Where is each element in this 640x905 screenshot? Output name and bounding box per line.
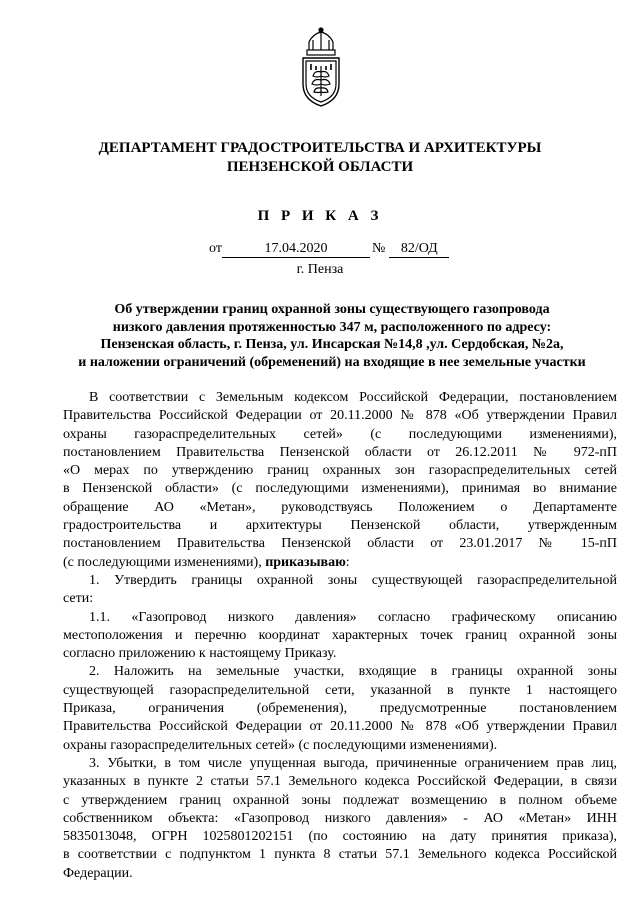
order-title: П Р И К А З [257,208,383,224]
body-line: охраны газораспределительных сетей» (с последующими изменениями), [63,426,617,442]
order-number: 82/ОД [389,241,449,258]
body-line: постановлением Правительства Пензенской области от 23.01.2017 № 15-пП [63,536,617,552]
clause-3: 3. Убытки, в том числе упущенная выгода, причиненные ограничением прав лиц, [89,755,617,771]
body-line: собственником объекта: «Газопровод низкого давления» - АО «Метан» ИНН [63,810,617,826]
body-line: Приказа, ограничения (обременения), предусмотренные постановлением [63,701,617,717]
clause-1: 1. Утвердить границы охранной зоны существующей газораспределительной [89,572,617,588]
body-line: Федерации. [63,865,133,881]
subject-line: низкого давления протяженностью 347 м, расположенного по адресу: [112,319,552,335]
body-line: указанных в пункте 2 статьи 57.1 Земельного кодекса Российской Федерации, в связи [63,774,617,790]
order-verb: приказываю [265,554,346,570]
date-prefix: от [209,241,222,256]
order-date: 17.04.2020 [222,241,370,258]
body-line: в соответствии с подпунктом 1 пункта 8 статьи 57.1 Земельного кодекса Российской [63,847,617,863]
body-line: Правительства Российской Федерации от 20.11.2000 № 878 «Об утверждении Правил [63,408,617,424]
city: г. Пенза [296,262,344,277]
body-line: постановлением Правительства Пензенской области от 26.12.2011 № 972-пП [63,444,617,460]
body-text: : [345,554,350,570]
body-line: «О мерах по утверждению границ охранных зон газораспределительных сетей [63,463,617,479]
clause-2: 2. Наложить на земельные участки, входящие в границы охранной зоны [89,664,617,680]
department-line-1: ДЕПАРТАМЕНТ ГРАДОСТРОИТЕЛЬСТВА И АРХИТЕКТУРЫ [98,140,542,156]
body-line: градостроительства и архитектуры Пензенской области, утвержденным [63,518,617,534]
coat-of-arms-emblem [299,26,343,110]
body-line: существующей газораспределительной сети, указанной в пункте 1 настоящего [63,682,617,698]
subject-line: Об утверждении границ охранной зоны существующего газопровода [114,302,550,317]
body-line [63,554,617,572]
number-prefix: № [371,241,386,256]
body-line: охраны газораспределительных сетей» (с последующими изменениями). [63,737,498,753]
clause-1-1: 1.1. «Газопровод низкого давления» согласно графическому описанию [89,609,617,625]
subject-line: Пензенская область, г. Пенза, ул. Инсарская №14,8 ,ул. Сердобская, №2а, [100,337,564,352]
body-line: обращение АО «Метан», руководствуясь Положением о Департаменте [63,499,617,515]
body-line: в Пензенской области» (с последующими изменениями), принимая во внимание [63,481,617,497]
body-text: (с последующими изменениями), [63,554,262,570]
body-line: 5835013048, ОГРН 1025801202151 (по состоянию на дату принятия приказа), [63,829,617,845]
body-line: с утверждением границ охранной зоны подлежат возмещению в полном объеме [63,792,617,808]
body-line: В соответствии с Земельным кодексом Российской Федерации, постановлением [89,390,617,405]
order-subject [62,301,602,371]
order-date-number-line [209,241,449,258]
body-line: местоположения и перечню координат характерных точек границ охранной зоны [63,627,617,643]
subject-line: и наложении ограничений (обременений) на входящие в нее земельные участки [78,354,586,370]
body-line: согласно приложению к настоящему Приказу. [63,646,337,662]
department-name [60,139,580,177]
body-line: сети: [63,591,94,607]
body-line: Правительства Российской Федерации от 20.11.2000 № 878 «Об утверждении Правил [63,719,617,735]
department-line-2: ПЕНЗЕНСКОЙ ОБЛАСТИ [226,159,414,175]
order-body [63,389,617,883]
